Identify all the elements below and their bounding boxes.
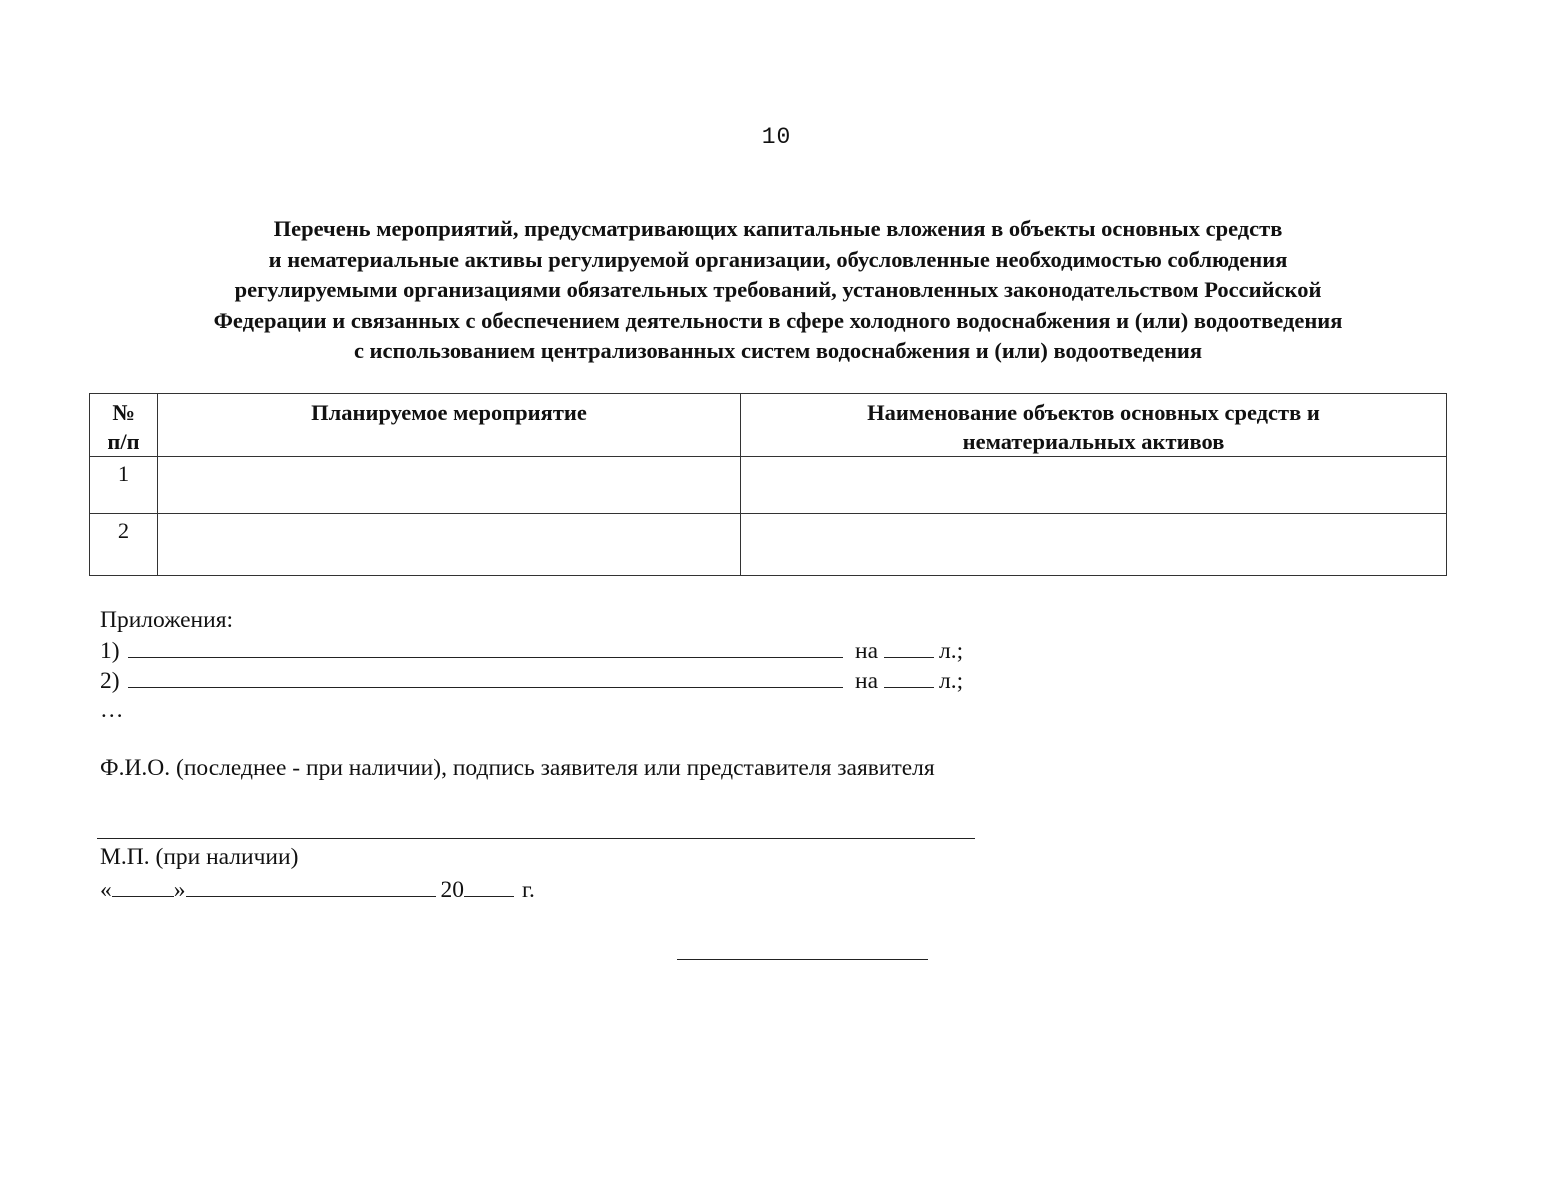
attachment-item	[100, 635, 1000, 665]
date-line	[100, 874, 535, 904]
attachment-pages-suffix: л.;	[939, 638, 964, 664]
attachments-ellipsis: …	[100, 697, 124, 723]
title-line: Федерации и связанных с обеспечением деятельности в сфере холодного водоснабжения и (или) водоотведения	[213, 307, 1343, 333]
attachment-name-field[interactable]	[128, 665, 843, 688]
signer-label: Ф.И.О. (последнее - при наличии), подпись заявителя или представителя заявителя	[100, 755, 935, 781]
table-row	[90, 457, 1447, 514]
date-month-field[interactable]	[186, 874, 436, 897]
attachments-section	[100, 605, 1000, 725]
header-number-line2: п/п	[107, 429, 140, 454]
cell-number: 1	[90, 457, 158, 514]
cell-activity[interactable]	[158, 457, 741, 514]
date-year-suffix: г.	[522, 877, 535, 903]
cell-activity[interactable]	[158, 514, 741, 576]
attachment-na-label: на	[855, 638, 879, 664]
table-row	[90, 514, 1447, 576]
attachments-label: Приложения:	[100, 607, 234, 633]
cell-objects[interactable]	[741, 457, 1447, 514]
stamp-label: М.П. (при наличии)	[100, 844, 299, 870]
attachment-pages-field[interactable]	[884, 635, 934, 658]
header-objects	[741, 394, 1447, 457]
date-year-prefix: 20	[440, 877, 464, 903]
date-year-field[interactable]	[464, 874, 514, 897]
date-close-quote: »	[173, 877, 186, 903]
page-number: 10	[761, 124, 792, 150]
header-number-line1: №	[112, 400, 135, 425]
header-activity: Планируемое мероприятие	[158, 394, 741, 457]
header-objects-line2: нематериальных активов	[962, 429, 1225, 454]
attachment-number: 2)	[100, 668, 120, 694]
title-line: с использованием централизованных систем водоснабжения и (или) водоотведения	[353, 338, 1203, 363]
title-line: Перечень мероприятий, предусматривающих капитальные вложения в объекты основных средств	[273, 216, 1283, 241]
date-open-quote: «	[100, 877, 112, 903]
attachment-pages-suffix: л.;	[939, 668, 964, 694]
attachment-number: 1)	[100, 638, 120, 664]
attachment-name-field[interactable]	[128, 635, 843, 658]
cell-number: 2	[90, 514, 158, 576]
attachment-pages-field[interactable]	[884, 665, 934, 688]
end-separator-line	[677, 959, 928, 960]
activities-table	[89, 393, 1447, 576]
attachment-na-label: на	[855, 668, 879, 694]
header-number	[90, 394, 158, 457]
header-objects-line1: Наименование объектов основных средств и	[867, 400, 1320, 425]
table-header-row	[90, 394, 1447, 457]
title-line: и нематериальные активы регулируемой организации, обусловленные необходимостью соблюдения	[268, 246, 1288, 272]
title-line: регулируемыми организациями обязательных требований, установленных законодательством Российской	[234, 277, 1322, 302]
attachment-item	[100, 665, 1000, 695]
signature-field[interactable]	[97, 838, 975, 839]
date-day-field[interactable]	[112, 874, 174, 897]
document-title	[90, 214, 1466, 367]
cell-objects[interactable]	[741, 514, 1447, 576]
